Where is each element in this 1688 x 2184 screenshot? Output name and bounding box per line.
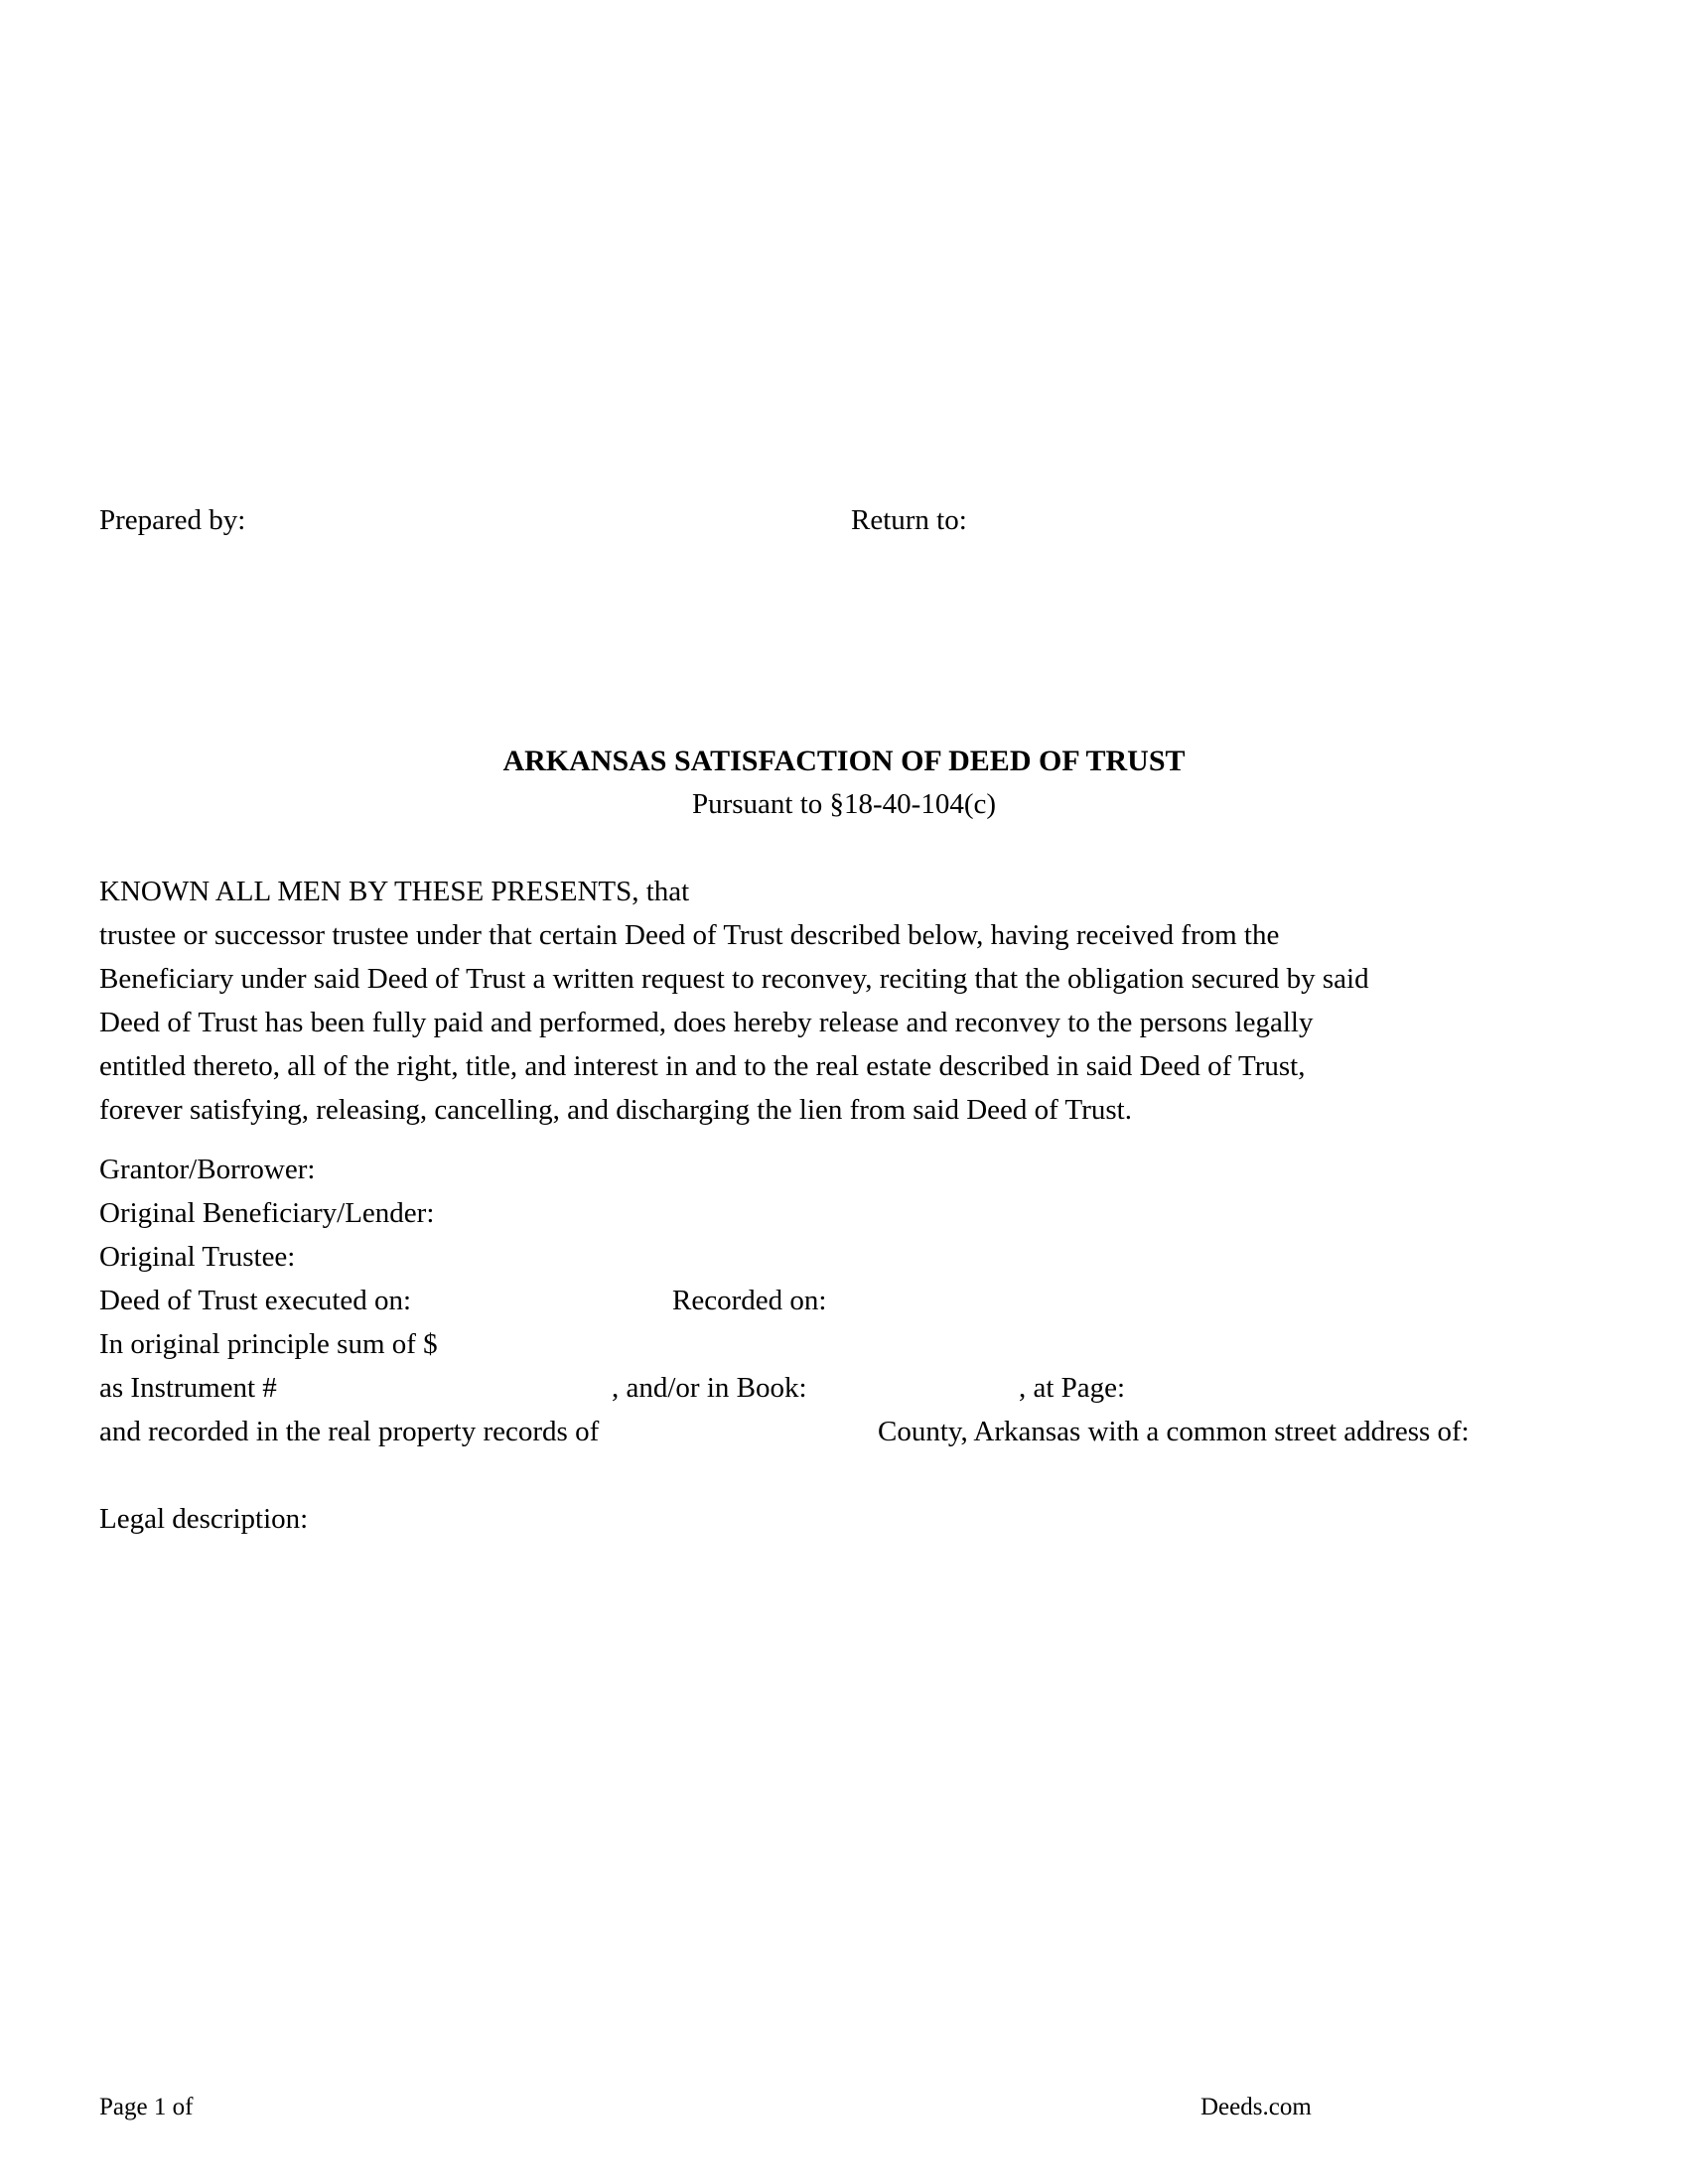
body-line: forever satisfying, releasing, cancelling, and discharging the lien from said Deed of Trust. (99, 1094, 1132, 1126)
brand-footer: Deeds.com (1200, 2094, 1312, 2120)
return-to-label: Return to: (851, 504, 967, 536)
document-subtitle: Pursuant to §18-40-104(c) (691, 788, 997, 820)
body-line: KNOWN ALL MEN BY THESE PRESENTS, that (99, 876, 690, 907)
page-number: Page 1 of (99, 2094, 194, 2120)
book-label: , and/or in Book: (612, 1372, 807, 1404)
body-line: Beneficiary under said Deed of Trust a written request to reconvey, reciting that the obligation secured by said (99, 963, 1369, 995)
original-beneficiary-label: Original Beneficiary/Lender: (99, 1197, 435, 1229)
document-title: ARKANSAS SATISFACTION OF DEED OF TRUST (502, 745, 1186, 777)
body-line: Deed of Trust has been fully paid and performed, does hereby release and reconvey to the persons legally (99, 1007, 1314, 1038)
grantor-label: Grantor/Borrower: (99, 1154, 316, 1185)
prepared-by-label: Prepared by: (99, 504, 246, 536)
county-label: County, Arkansas with a common street address of: (878, 1416, 1470, 1447)
legal-description-label: Legal description: (99, 1503, 309, 1535)
instrument-label: as Instrument # (99, 1372, 277, 1404)
principal-sum-label: In original principle sum of $ (99, 1328, 438, 1360)
recorded-in-label: and recorded in the real property records of (99, 1416, 600, 1447)
recorded-on-label: Recorded on: (672, 1285, 827, 1316)
executed-on-label: Deed of Trust executed on: (99, 1285, 412, 1316)
body-line: trustee or successor trustee under that certain Deed of Trust described below, having received from the (99, 919, 1280, 951)
page-label: , at Page: (1019, 1372, 1126, 1404)
original-trustee-label: Original Trustee: (99, 1241, 296, 1273)
body-line: entitled thereto, all of the right, title, and interest in and to the real estate described in said Deed of Trust, (99, 1050, 1306, 1082)
